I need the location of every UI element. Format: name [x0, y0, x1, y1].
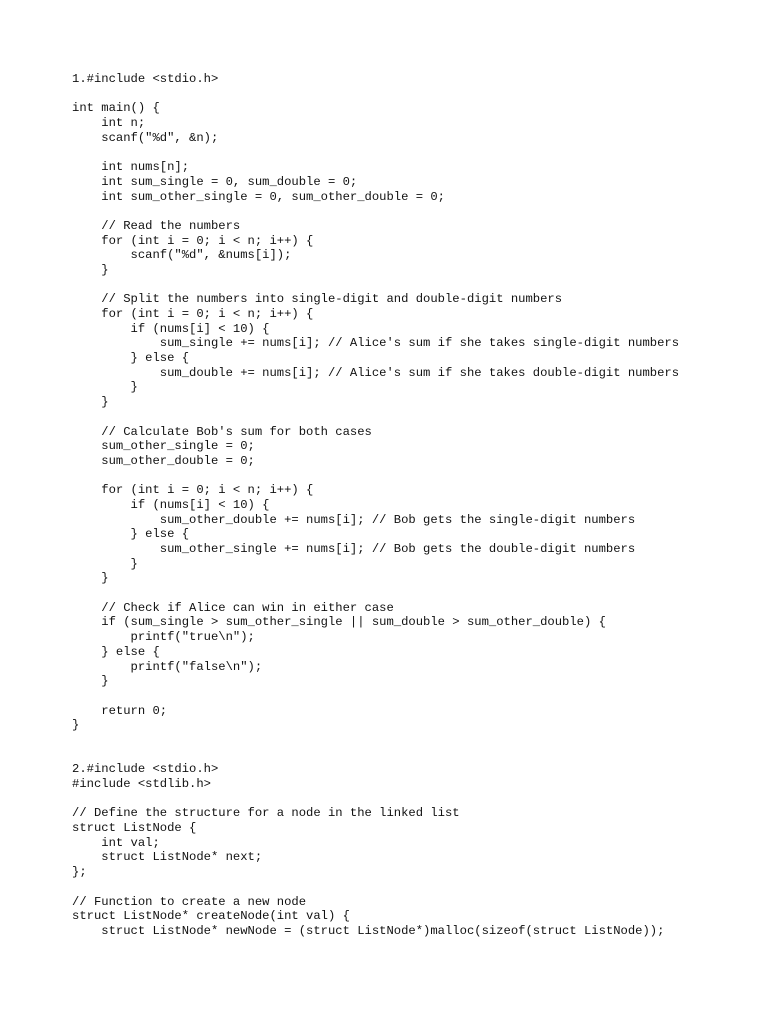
code-line: int val;	[72, 835, 160, 850]
code-line: } else {	[72, 351, 190, 366]
code-line: }	[72, 718, 80, 733]
code-line: int sum_other_single = 0, sum_other_double = 0;	[72, 189, 445, 204]
code-line: scanf("%d", &n);	[72, 130, 219, 145]
code-line: int n;	[72, 116, 146, 131]
code-line: } else {	[72, 527, 190, 542]
code-line: }	[72, 571, 109, 586]
code-line: }	[72, 262, 109, 277]
code-line: }	[72, 380, 138, 395]
code-line: }	[72, 556, 138, 571]
code-line: for (int i = 0; i < n; i++) {	[72, 233, 314, 248]
code-line	[72, 880, 752, 895]
code-line: sum_double += nums[i]; // Alice's sum if she takes double-digit numbers	[72, 365, 680, 380]
code-line: int main() {	[72, 101, 160, 116]
code-line: scanf("%d", &nums[i]);	[72, 248, 292, 263]
code-line: sum_other_single += nums[i]; // Bob gets the double-digit numbers	[72, 542, 636, 556]
code-line	[72, 410, 752, 425]
code-line	[72, 145, 752, 160]
code-line: int sum_single = 0, sum_double = 0;	[72, 174, 358, 189]
code-line: printf("true\n");	[72, 630, 255, 645]
code-line	[72, 204, 752, 219]
code-line	[72, 87, 752, 102]
code-line: // Split the numbers into single-digit and double-digit numbers	[72, 292, 563, 307]
code-line: struct ListNode {	[72, 821, 197, 836]
code-line	[72, 469, 752, 484]
code-line: }	[72, 395, 109, 410]
code-line: // Function to create a new node	[72, 894, 307, 909]
code-line: if (nums[i] < 10) {	[72, 497, 270, 512]
code-line: struct ListNode* createNode(int val) {	[72, 909, 350, 924]
code-line: };	[72, 865, 87, 880]
code-line	[72, 733, 752, 748]
document-page	[72, 72, 752, 939]
code-line: sum_single += nums[i]; // Alice's sum if she takes single-digit numbers	[72, 336, 680, 351]
code-line	[72, 278, 752, 293]
code-line: return 0;	[72, 703, 168, 718]
code-line: struct ListNode* newNode = (struct ListNode*)malloc(sizeof(struct ListNode));	[72, 923, 665, 938]
code-line: for (int i = 0; i < n; i++) {	[72, 483, 314, 498]
code-line: #include <stdlib.h>	[72, 777, 211, 791]
code-line: sum_other_double = 0;	[72, 453, 255, 468]
code-line: sum_other_double += nums[i]; // Bob gets the single-digit numbers	[72, 512, 636, 527]
code-line: if (sum_single > sum_other_single || sum_double > sum_other_double) {	[72, 615, 606, 630]
code-line: if (nums[i] < 10) {	[72, 321, 270, 336]
code-line: }	[72, 674, 109, 689]
code-line: // Calculate Bob's sum for both cases	[72, 424, 372, 439]
code-line: int nums[n];	[72, 160, 190, 175]
code-line: printf("false\n");	[72, 659, 263, 674]
code-line	[72, 792, 752, 807]
code-line: // Define the structure for a node in the linked list	[72, 806, 460, 821]
code-line	[72, 689, 752, 704]
code-line: struct ListNode* next;	[72, 850, 263, 865]
code-line: 1.#include <stdio.h>	[72, 72, 219, 86]
code-line: for (int i = 0; i < n; i++) {	[72, 307, 314, 321]
code-line	[72, 586, 752, 601]
code-line: 2.#include <stdio.h>	[72, 762, 219, 777]
code-line: } else {	[72, 644, 160, 659]
code-line	[72, 748, 752, 763]
code-line: // Check if Alice can win in either case	[72, 600, 394, 615]
code-line: sum_other_single = 0;	[72, 439, 255, 454]
code-line: // Read the numbers	[72, 218, 241, 233]
